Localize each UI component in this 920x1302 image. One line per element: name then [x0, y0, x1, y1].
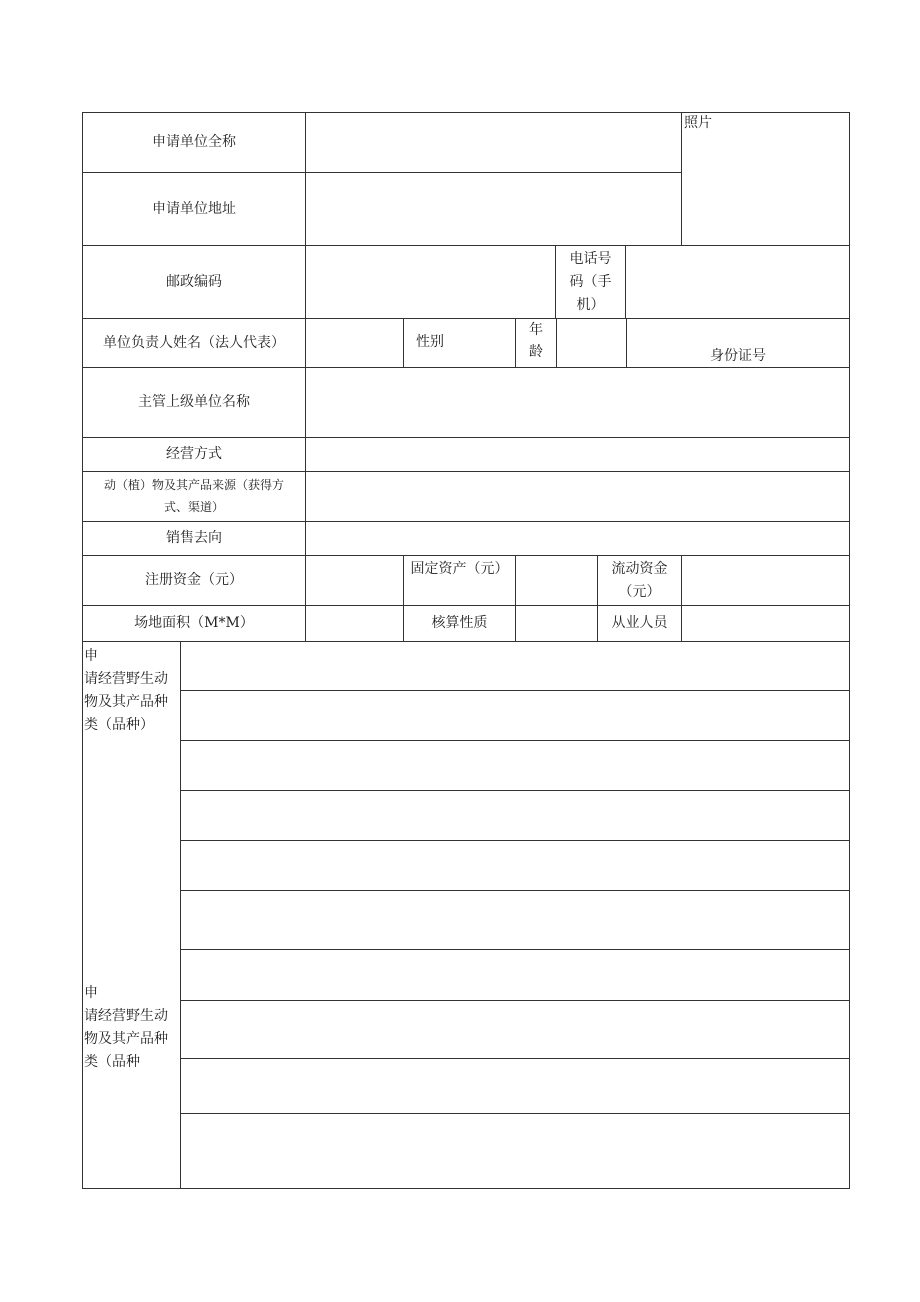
rule-species-2	[180, 740, 850, 741]
rule-species-4	[180, 840, 850, 841]
border-right	[849, 112, 850, 1189]
rule-row10	[82, 641, 850, 642]
species-label-b-line1: 申	[84, 985, 98, 1001]
gender-label: 性别	[416, 334, 444, 350]
working-capital-label-line1: 流动资金	[611, 561, 668, 577]
superior-unit-label: 主管上级单位名称	[138, 394, 250, 410]
photo-label: 照片	[684, 115, 712, 131]
applicant-full-name-label: 申请单位全称	[152, 134, 236, 150]
age-label	[528, 319, 544, 363]
border-bottom	[82, 1188, 850, 1189]
source-label-line1: 动（植）物及其产品来源（获得方	[103, 478, 284, 492]
registered-capital-label: 注册资金（元）	[145, 572, 243, 588]
phone-label-line3: 机）	[576, 297, 605, 313]
fixed-assets-label: 固定资产（元）	[410, 561, 509, 577]
rule-species-3	[180, 790, 850, 791]
source-label-line2: 式、渠道）	[163, 500, 224, 514]
postcode-label: 邮政编码	[166, 273, 222, 290]
age-label-line1: 年	[529, 322, 543, 338]
age-label-line2: 龄	[529, 344, 543, 360]
rule-species-7	[180, 1000, 850, 1001]
species-label-b-line4: 类（品种	[84, 1054, 140, 1070]
rule-species-6	[180, 949, 850, 950]
working-capital-label	[598, 558, 681, 604]
col-age-left	[515, 318, 516, 367]
site-area-label: 场地面积（M*M）	[134, 615, 254, 631]
species-label-a	[84, 645, 180, 737]
col-gender-left	[403, 318, 404, 367]
applicant-address-label: 申请单位地址	[152, 200, 236, 217]
employees-label: 从业人员	[611, 615, 668, 631]
col-species-divider	[180, 641, 181, 1189]
species-label-a-line2: 请经营野生动	[84, 671, 168, 687]
accounting-nature-label: 核算性质	[431, 615, 488, 631]
rule-row6	[82, 471, 850, 472]
species-label-b-line3: 物及其产品种	[84, 1031, 168, 1047]
col-capital-b	[515, 555, 516, 642]
col-age-right	[556, 318, 557, 367]
business-mode-label: 经营方式	[166, 446, 222, 462]
species-label-a-line1: 申	[84, 648, 98, 664]
phone-label-line2: 码（手	[569, 274, 612, 290]
col-capital-d	[681, 555, 682, 642]
sales-direction-label: 销售去向	[166, 530, 222, 546]
species-label-a-line3: 物及其产品种	[84, 694, 168, 710]
col-photo-divider	[681, 112, 682, 246]
phone-label-line1: 电话号	[569, 251, 612, 267]
col-phone-right	[625, 245, 626, 318]
working-capital-label-line2: （元）	[618, 584, 661, 600]
rule-species-1	[180, 690, 850, 691]
source-label	[83, 474, 305, 518]
rule-species-9	[180, 1113, 850, 1114]
legal-rep-label: 单位负责人姓名（法人代表）	[103, 334, 285, 351]
species-label-b	[84, 982, 180, 1074]
col-label-divider	[305, 112, 306, 642]
rule-species-8	[180, 1058, 850, 1059]
species-label-b-line2: 请经营野生动	[84, 1008, 168, 1024]
species-label-a-line4: 类（品种）	[84, 717, 154, 733]
phone-label	[556, 248, 625, 317]
rule-species-5	[180, 890, 850, 891]
id-number-label: 身份证号	[710, 348, 766, 364]
